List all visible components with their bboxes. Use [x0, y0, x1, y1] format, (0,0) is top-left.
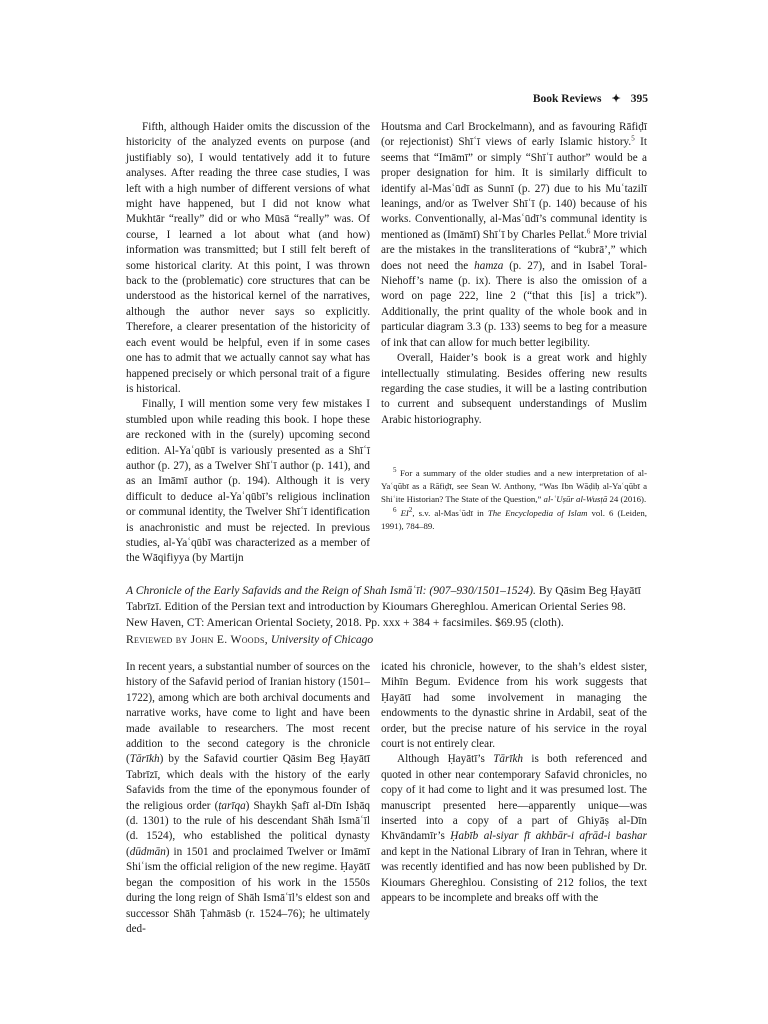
book-citation: A Chronicle of the Early Safavids and the Reign of Shah Ismāʿīl: (907–930/1501–1524). By Qāsim Beg Ḥayātī Tabrīzī. Edition of the Persian text and introduction by Kioumars Ghereghlou. American Oriental Series 98. New Haven, CT: American Oriental Society, 2018. Pp. xxx + 384 + facsimiles. $69.95 (cloth).	[126, 584, 641, 629]
running-head	[533, 92, 648, 105]
paragraph-finally: Finally, I will mention some very few mistakes I stumbled upon while reading this book. I hope these are reckoned with in the (surely) upcoming second edition. Al-Yaʿqūbī is variously presented as a Shīʿī author (p. 27), as a Twelver Shīʿī author (p. 141), and as an Imāmī author (p. 194). Although it is very difficult to deduce al-Yaʿqūbī’s religious inclination or communal identity, the Twelver Shīʿī identification is anachronistic and must be rejected. In previous studies, al-Yaʿqūbī was characterized as a member of the Wāqifiyya (by Martijn	[126, 398, 370, 565]
paragraph-fifth: Fifth, although Haider omits the discussion of the historicity of the analyzed events on purpose (and justifiably so), I would tentatively add it to future analyses. After reading the three case studies, I was left with a high number of different versions of what might have happened, but I did not know what Mukhtār “really” did or who Mūsā “really” was. Of course, I learned a lot about what (and how) information was transmitted; but I still felt bereft of some historical clarity. At this point, I was thrown back to the (problematic) core structures that can be understood as the historical kernel of the narratives, although the author never says so explicitly. Therefore, a clearer presentation of the historicity of each event would be helpful, even if in some cases one has to admit that we actually cannot say what has happened precisely or which personal trait of a figure is historical.	[126, 121, 370, 395]
book-title: A Chronicle of the Early Safavids and the Reign of Shah Ismāʿīl: (907–930/1501–1524).	[126, 584, 536, 597]
footnote-ref-5: 5	[631, 134, 635, 143]
footnotes	[381, 467, 647, 533]
right-column-review-ending	[381, 120, 647, 428]
journal-section-label: Book Reviews	[532, 92, 602, 105]
page-number: 395	[630, 92, 648, 105]
diamond-ornament-icon: ✦	[611, 93, 621, 105]
footnote-6: $^6$ $EI^2$, s.v. al-Masʿūdī in The Encyclopedia of Islam vol. 6 (Leiden, 1991), 784–89.	[381, 505, 648, 531]
left-column-review-ending	[126, 120, 370, 567]
paragraph-dedication: icated his chronicle, however, to the shah’s eldest sister, Mihīn Begum. Evidence from his work suggests that Ḥayātī had some involvement in managing the endowments to the dynastic shrine in Ardabil, seat of the order, but the precise nature of his service in the royal court is not entirely clear.	[381, 661, 647, 751]
left-column-new-review	[126, 660, 370, 937]
footnote-ref-6: 6	[586, 227, 591, 236]
footnote-5: $^5$ For a summary of the older studies and a new interpretation of al-Yaʿqūbī as a Rāfiḍī, see Sean W. Anthony, “Was Ibn Wāḍiḥ al-Yaʿqūbī a Shiʿite Historian? The State of the Question,” al-ʿUṣūr al-Wusṭā 24 (2016).	[381, 466, 647, 505]
reviewer-name: Reviewed by John E. Woods,	[126, 633, 268, 646]
right-column-new-review	[381, 660, 647, 907]
review-header	[126, 583, 647, 648]
reviewer-line	[126, 632, 647, 648]
paragraph-continuation: Houtsma and Carl Brockelmann), and as favouring Rāfiḍī (or rejectionist) Shīʿī views of early Islamic history.$^5$ It seems that “Imāmī” or simply “Shīʿī author” would be a proper designation for him. It is similarly difficult to identify al-Masʿūdī as Sunnī (p. 27) due to his Muʿtazilī leanings, and/or as Twelver Shīʿī (p. 140) because of his works. Conventionally, al-Masʿūdī’s communal identity is mentioned as (Imāmī) Shīʿī by Charles Pellat.$^6$ More trivial are the mistakes in the transliterations of “kubrā’,” which does not need the hamza (p. 27), and in Isabel Toral-Niehoff’s name (p. ix). There is also the omission of a word on page 222, line 2 (“that this [is] a trick”). Additionally, the print quality of the whole book and in particular diagram 3.3 (p. 133) seems to beg for a measure of ink that can allow for much better legibility.	[381, 121, 648, 349]
paragraph-overall: Overall, Haider’s book is a great work and highly intellectually stimulating. Besides offering new results regarding the case studies, it will be a lasting contribution to current and subsequent understandings of Muslim Arabic historiography.	[381, 352, 647, 426]
paragraph-intro: In recent years, a substantial number of sources on the history of the Safavid period of Iranian history (1501–1722), among which are both archival documents and narrative works, have come to light and have been made available to researchers. The most recent addition to the second category is the chronicle (Tārīkh) by the Safavid courtier Qāsim Beg Ḥayātī Tabrīzī, which deals with the history of the early Safavids from the time of the eponymous founder of the religious order (ṭarīqa) Shaykh Ṣafī al-Dīn Isḥāq (d. 1301) to the rule of his descendant Shāh Ismāʿīl (d. 1524), who established the political dynasty (dūdmān) in 1501 and proclaimed Twelver or Imāmī Shiʿism the official religion of the new regime. Ḥayātī began the composition of his work in the 1550s during the long reign of Shāh Ismāʿīl’s eldest son and successor Shāh Ṭahmāsb (r. 1524–76); he ultimately ded-	[126, 661, 370, 935]
reviewer-affiliation: University of Chicago	[270, 633, 374, 646]
paragraph-manuscript: Although Ḥayātī’s Tārīkh is both referenced and quoted in other near contemporary Safavid chronicles, no copy of it had come to light and it was presumed lost. The manuscript presented here—apparently unique—was inserted into a copy of a part of Ghiyāṣ al-Dīn Khvāndamīr’s Ḥabīb al-siyar fī akhbār-i afrād-i bashar and kept in the National Library of Iran in Tehran, where it was recently identified and has now been published by Dr. Kioumars Ghereghlou. Consisting of 212 folios, the text appears to be incomplete and breaks off with the	[381, 753, 647, 905]
